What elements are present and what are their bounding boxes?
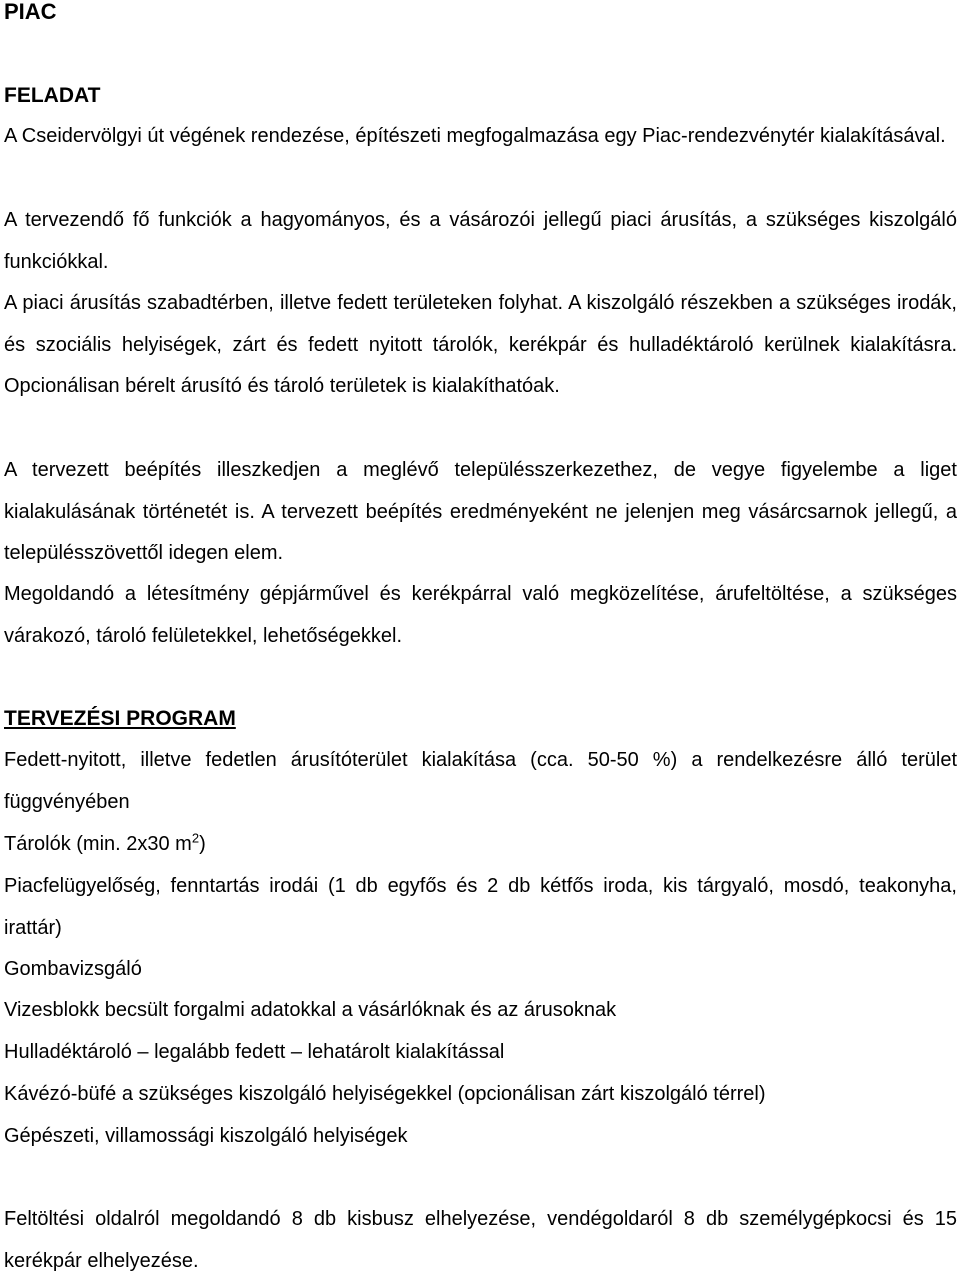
program-item-tarolok-sup: 2 [191, 830, 200, 846]
program-item-tarolok-text: Tárolók (min. 2x30 m [4, 833, 192, 855]
program-item-tarolok [4, 824, 957, 866]
program-item-tarolok-end: ) [199, 833, 206, 855]
document-title: PIAC [4, 0, 57, 24]
feladat-paragraph-2: A tervezendő fő funkciók a hagyományos, és a vásározói jellegű piaci árusítás, a szükséges kiszolgáló funkciókkal. [4, 209, 957, 273]
feladat-paragraph-3: A piaci árusítás szabadtérben, illetve fedett területeken folyhat. A kiszolgáló részekben a szükséges irodák, és szociális helyiségek, zárt és fedett nyitott tárolók, kerékpár és hulladéktároló kerülnek kialakításra. Opcionálisan bérelt árusító és tároló területek is kialakíthatóak. [4, 292, 957, 397]
section-heading-feladat: FELADAT [4, 84, 101, 107]
program-item-gepeszeti: Gépészeti, villamossági kiszolgáló helyiségek [4, 1125, 408, 1147]
program-item-kavezo-bufe: Kávézó-büfé a szükséges kiszolgáló helyiségekkel (opcionálisan zárt kiszolgáló térrel) [4, 1083, 766, 1105]
section-heading-tervezesi-program: TERVEZÉSI PROGRAM [4, 707, 236, 730]
program-item-vizesblokk: Vizesblokk becsült forgalmi adatokkal a vásárlóknak és az árusoknak [4, 999, 617, 1021]
program-item-piacfelugyeloseg: Piacfelügyelőség, fenntartás irodái (1 db egyfős és 2 db kétfős iroda, kis tárgyaló, mosdó, teakonyha, irattár) [4, 875, 957, 939]
program-item-gombavizsgalo: Gombavizsgáló [4, 958, 142, 980]
feladat-paragraph-1: A Cseidervölgyi út végének rendezése, építészeti megfogalmazása egy Piac-rendezvénytér kialakításával. [4, 125, 946, 147]
program-item-arusitoterulet: Fedett-nyitott, illetve fedetlen árusítóterület kialakítása (cca. 50-50 %) a rendelkezésre álló terület függvényében [4, 749, 957, 813]
feladat-paragraph-5: Megoldandó a létesítmény gépjárművel és kerékpárral való megközelítése, árufeltöltése, a szükséges várakozó, tároló felületekkel, lehetőségekkel. [4, 583, 957, 647]
feladat-paragraph-4: A tervezett beépítés illeszkedjen a meglévő településszerkezethez, de vegye figyelembe a liget kialakulásának történetét is. A tervezett beépítés eredményeként ne jelenjen meg vásárcsarnok jellegű, a településszövettől idegen elem. [4, 459, 957, 564]
footer-paragraph-parkolas: Feltöltési oldalról megoldandó 8 db kisbusz elhelyezése, vendégoldaról 8 db személygépkocsi és 15 kerékpár elhelyezése. [4, 1208, 957, 1272]
program-item-hulladektarolo: Hulladéktároló – legalább fedett – lehatárolt kialakítással [4, 1041, 505, 1063]
